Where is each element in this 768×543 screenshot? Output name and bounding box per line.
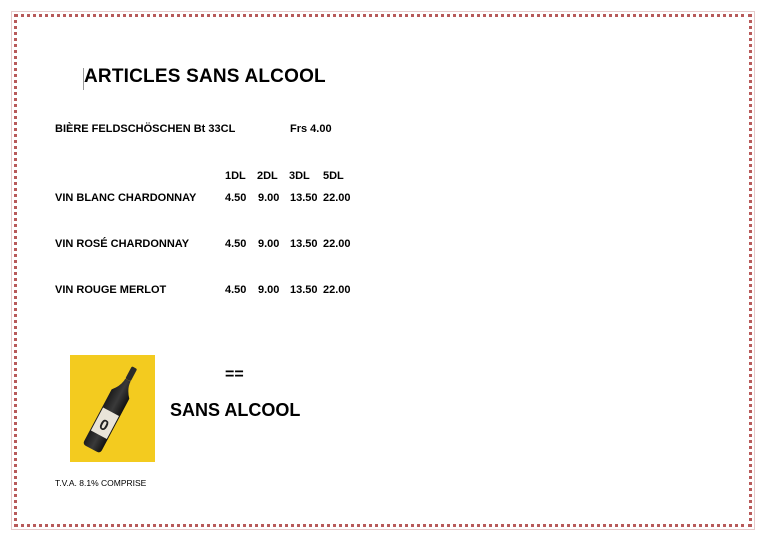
price-3dl: 13.50 — [290, 238, 318, 250]
size-header-1dl: 1DL — [225, 170, 246, 182]
beer-price: Frs 4.00 — [290, 123, 332, 135]
price-5dl: 22.00 — [323, 284, 351, 296]
size-header-3dl: 3DL — [289, 170, 310, 182]
bottle-photo — [70, 355, 155, 462]
tva-note: T.V.A. 8.1% COMPRISE — [55, 478, 147, 488]
price-2dl: 9.00 — [258, 284, 280, 296]
wine-row — [55, 284, 365, 298]
wine-name: VIN BLANC CHARDONNAY — [55, 192, 197, 204]
beer-row — [55, 123, 355, 137]
size-header-row — [225, 170, 365, 184]
price-1dl: 4.50 — [225, 284, 247, 296]
price-1dl: 4.50 — [225, 238, 247, 250]
price-2dl: 9.00 — [258, 192, 280, 204]
price-5dl: 22.00 — [323, 238, 351, 250]
sans-alcool-heading: SANS ALCOOL — [170, 400, 301, 420]
wine-row — [55, 238, 365, 252]
price-3dl: 13.50 — [290, 284, 318, 296]
bottle-label-text: 0 — [96, 415, 112, 435]
wine-row — [55, 192, 365, 206]
size-header-5dl: 5DL — [323, 170, 344, 182]
price-3dl: 13.50 — [290, 192, 318, 204]
equals-sign: == — [225, 366, 244, 383]
price-1dl: 4.50 — [225, 192, 247, 204]
wine-name: VIN ROSÉ CHARDONNAY — [55, 238, 190, 250]
price-2dl: 9.00 — [258, 238, 280, 250]
wine-name: VIN ROUGE MERLOT — [55, 284, 167, 296]
page-title: ARTICLES SANS ALCOOL — [84, 66, 326, 87]
price-5dl: 22.00 — [323, 192, 351, 204]
wine-bottle-icon — [70, 355, 155, 462]
size-header-2dl: 2DL — [257, 170, 278, 182]
beer-name: BIÈRE FELDSCHÖSCHEN Bt 33CL — [55, 123, 236, 135]
